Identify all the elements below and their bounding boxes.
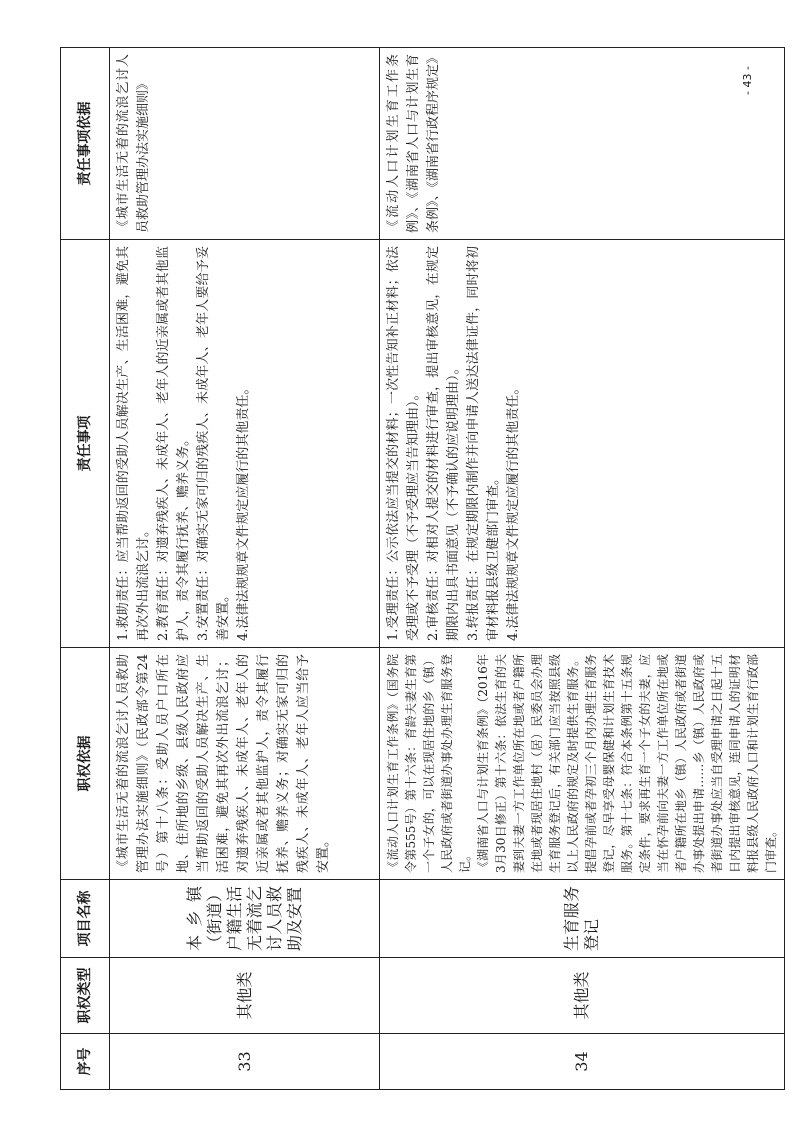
row-duty: 1.救助责任：应当帮助返回的受助人员解决生产、生活困难，避免其再次外出流浪乞讨。 2.教育责任：对遗弃残疾人、未成年人、老年人的近亲属或者其他监护人，责令其履行抚养、赡养义务。 3.安置责任：对确实无家可归的残疾人、未成年人、老年人要给予妥善安置。 4.法律法规规章文件规定应履行的其他责任。 xyxy=(110,240,380,648)
table-row xyxy=(110,48,380,1090)
header-row xyxy=(61,48,110,1090)
row-seq: 33 xyxy=(110,1034,380,1090)
header-duty-basis: 责任事项依据 xyxy=(61,48,110,240)
duty-table xyxy=(60,47,785,1090)
header-type: 职权类型 xyxy=(61,958,110,1034)
table-row xyxy=(380,48,785,1090)
header-basis: 职权依据 xyxy=(61,648,110,880)
row-name: 本乡镇（街道）户籍生活无着流乞讨人员救助及安置 xyxy=(110,880,380,958)
header-duty: 责任事项 xyxy=(61,240,110,648)
row-type: 其他类 xyxy=(110,958,380,1034)
row-duty: 1.受理责任：公示依法应当提交的材料；一次性告知补正材料；依法受理或不予受理（不予受理应当告知理由）。 2.审核责任：对相对人提交的材料进行审查，提出审核意见，在规定期限内出具书面意见（不予确认的应说明理由）。 3.转报责任：在规定期限内制作并向申请人送达法律证件，同时将初审材料报县级卫健部门审查。 4.法律法规规章文件规定应履行的其他责任。 xyxy=(380,240,785,648)
row-seq: 34 xyxy=(380,1034,785,1090)
header-seq: 序号 xyxy=(61,1034,110,1090)
header-name: 项目名称 xyxy=(61,880,110,958)
row-type: 其他类 xyxy=(380,958,785,1034)
page-number: - 43 - xyxy=(741,66,754,95)
row-duty-basis: 《城市生活无着的流浪乞讨人员救助管理办法实施细则》 xyxy=(110,48,380,240)
row-basis: 《城市生活无着的流浪乞讨人员救助管理办法实施细则》（民政部令第24号）第十八条：受助人员户口所在地、住所地的乡级、县级人民政府应当帮助返回的受助人员解决生产、生活困难，避免其再次外出流浪乞讨；对遗弃残疾人、未成年人、老年人的近亲属或者其他监护人，责令其履行抚养、赡养义务；对确实无家可归的残疾人、未成年人、老年人应当给予安置。 xyxy=(110,648,380,880)
row-duty-basis: 《流动人口计划生育工作条例》、《湖南省人口与计划生育条例》、《湖南省行政程序规定》 xyxy=(380,48,785,240)
row-basis: 《流动人口计划生育工作条例》（国务院令第555号）第十六条：育龄夫妻生育第一个子女的，可以在现居住地的乡（镇）人民政府或者街道办事处办理生育服务登记。 《湖南省人口与计划生育条例》（2016年3月30日修正）第十六条：依法生育的夫妻到夫妻一方工作单位所在地或者户籍所在地或者现居住地村（居）民委员会办理生育服务登记后，有关部门应当按照县级以上人民政府的规定及时提供生育服务。提倡孕前或者孕初三个月内办理生育服务登记，尽早享受母婴保健和计划生育技术服务。第十七条：符合本条例第十五条规定条件，要求再生育一个子女的夫妻，应当在怀孕前向夫妻一方工作单位所在地或者户籍所在地乡（镇）人民政府或者街道办事处提出申请……乡（镇）人民政府或者街道办事处应当自受理申请之日起十五日内提出审核意见，连同申请人的证明材料报县级人民政府人口和计划生育行政部门审查。 xyxy=(380,648,785,880)
row-name: 生育服务登记 xyxy=(380,880,785,958)
